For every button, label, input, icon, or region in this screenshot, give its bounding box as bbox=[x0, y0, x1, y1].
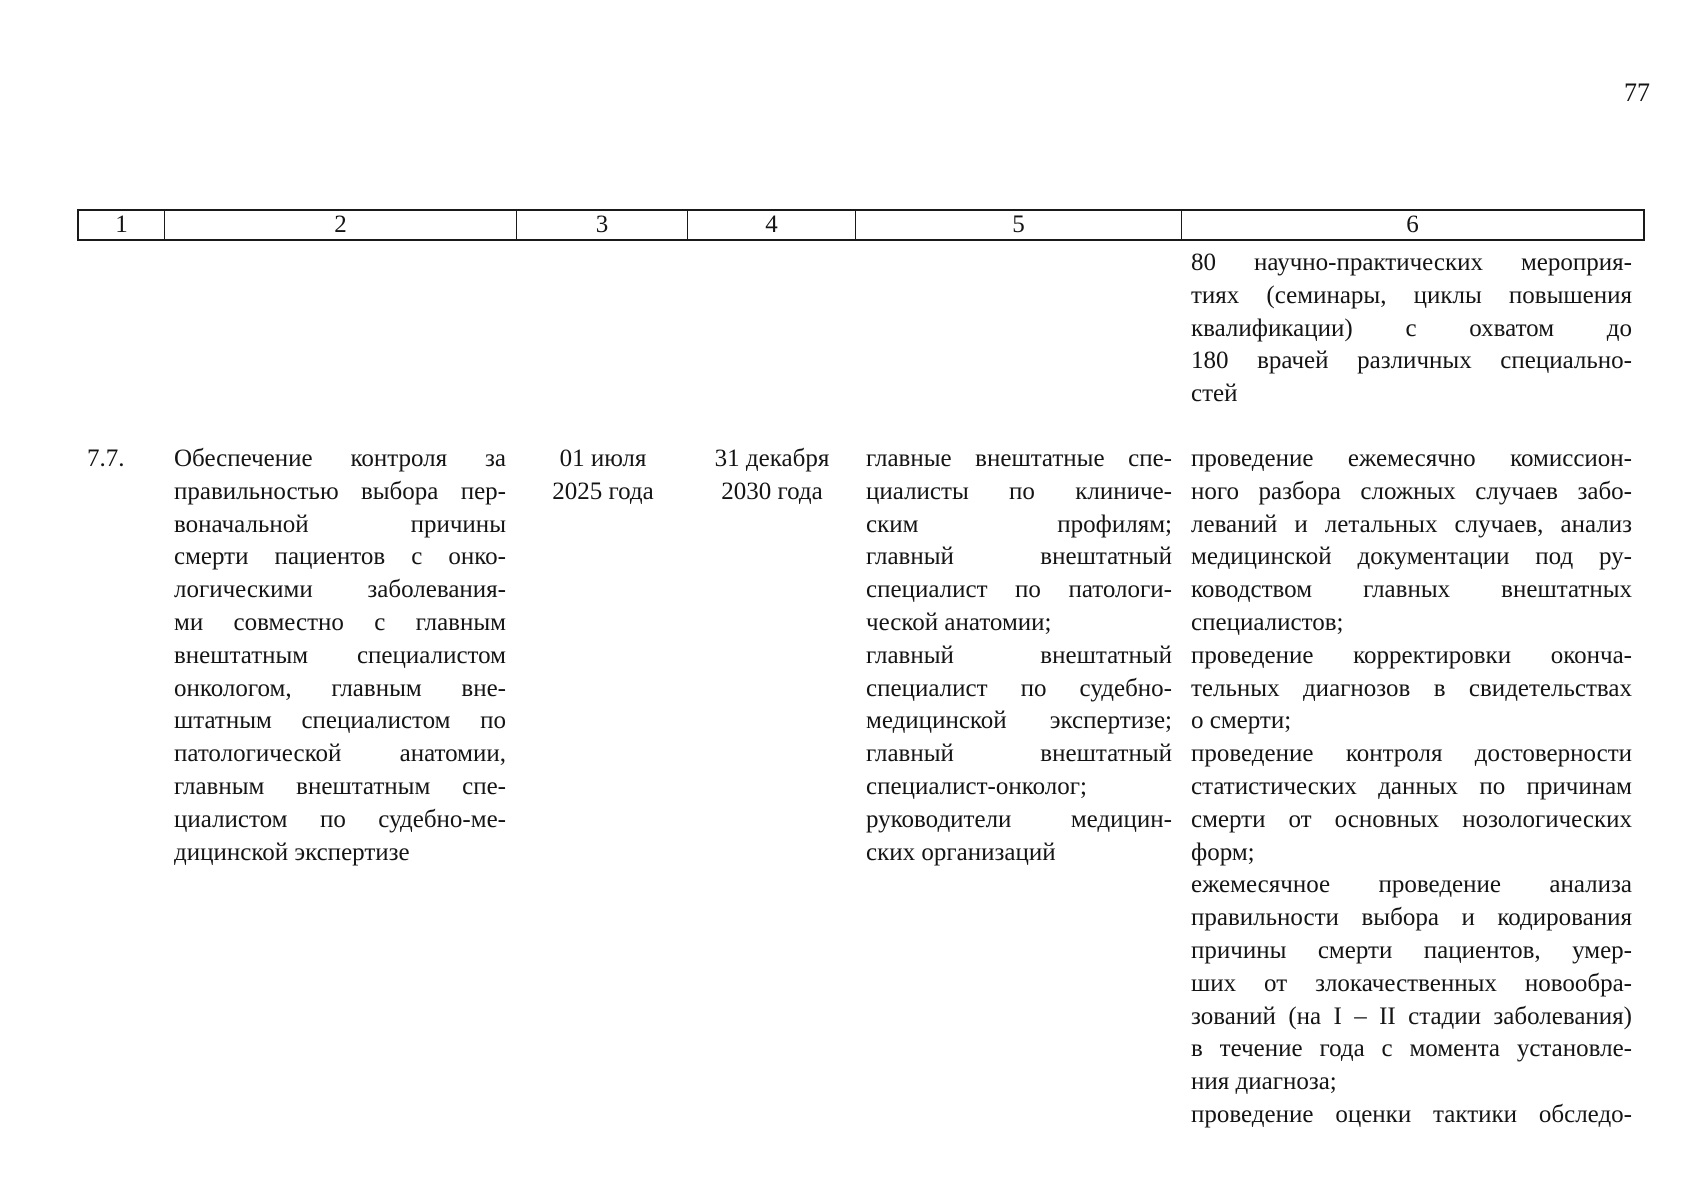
text-line: ских организаций bbox=[866, 838, 1056, 866]
text-line: о смерти; bbox=[1191, 707, 1292, 735]
text-line: главные внештатные спе- bbox=[866, 445, 1172, 472]
text-line: внештатным специалистом bbox=[174, 641, 506, 669]
text-line: ния диагноза; bbox=[1191, 1068, 1337, 1096]
text-line: квалификации) с охватом до bbox=[1191, 314, 1632, 342]
text-line: в течение года с момента установле- bbox=[1191, 1035, 1632, 1063]
text-line: проведение оценки тактики обследо- bbox=[1191, 1100, 1632, 1128]
text-line: тиях (семинары, циклы повышения bbox=[1191, 281, 1632, 309]
text-line: проведение корректировки оконча- bbox=[1191, 641, 1632, 669]
expected-results bbox=[1191, 443, 1632, 1132]
text-line: ми совместно с главным bbox=[174, 608, 506, 636]
text-line: форм; bbox=[1191, 838, 1255, 866]
start-date bbox=[538, 443, 668, 509]
text-line: главный внештатный bbox=[866, 641, 1172, 669]
text-line: проведение контроля достоверности bbox=[1191, 740, 1632, 768]
text-line: правильности выбора и кодирования bbox=[1191, 904, 1632, 932]
responsible-parties bbox=[866, 443, 1172, 869]
text-line: ного разбора сложных случаев забо- bbox=[1191, 477, 1632, 505]
text-line: 31 декабря bbox=[714, 445, 830, 472]
continuation-text bbox=[1191, 247, 1632, 411]
text-line: главным внештатным спе- bbox=[174, 772, 506, 800]
text-line: ским профилям; bbox=[866, 510, 1172, 538]
text-line: проведение ежемесячно комиссион- bbox=[1191, 445, 1632, 472]
text-line: патологической анатомии, bbox=[174, 740, 506, 768]
text-line: циалистом по судебно-ме- bbox=[174, 805, 506, 833]
text-line: зований (на I – II стадии заболевания) bbox=[1191, 1002, 1632, 1030]
text-line: смерти от основных нозологических bbox=[1191, 805, 1632, 833]
text-line: тельных диагнозов в свидетельствах bbox=[1191, 674, 1632, 702]
text-line: ческой анатомии; bbox=[866, 608, 1052, 636]
text-line: медицинской документации под ру- bbox=[1191, 543, 1632, 571]
header-col-1: 1 bbox=[79, 211, 165, 239]
text-line: 2025 года bbox=[552, 477, 654, 505]
text-line: дицинской экспертизе bbox=[174, 838, 410, 866]
text-line: логическими заболевания- bbox=[174, 576, 506, 604]
text-line: правильностью выбора пер- bbox=[174, 477, 506, 505]
row-description bbox=[174, 443, 506, 869]
text-line: медицинской экспертизе; bbox=[866, 707, 1172, 735]
page-number: 77 bbox=[1624, 78, 1650, 107]
text-line: 01 июля bbox=[559, 445, 647, 472]
text-line: главный внештатный bbox=[866, 543, 1172, 571]
text-line: стей bbox=[1191, 380, 1238, 408]
row-number: 7.7. bbox=[87, 445, 125, 472]
header-col-2: 2 bbox=[165, 211, 517, 239]
header-col-4: 4 bbox=[688, 211, 856, 239]
text-line: Обеспечение контроля за bbox=[174, 445, 506, 472]
text-line: ежемесячное проведение анализа bbox=[1191, 871, 1632, 899]
text-line: специалистов; bbox=[1191, 608, 1344, 636]
text-line: статистических данных по причинам bbox=[1191, 772, 1632, 800]
table-header-row bbox=[77, 209, 1645, 241]
text-line: штатным специалистом по bbox=[174, 707, 506, 735]
text-line: онкологом, главным вне- bbox=[174, 674, 506, 702]
text-line: ководством главных внештатных bbox=[1191, 576, 1632, 604]
text-line: 80 научно-практических мероприя- bbox=[1191, 249, 1632, 276]
text-line: 180 врачей различных специально- bbox=[1191, 347, 1632, 375]
text-line: причины смерти пациентов, умер- bbox=[1191, 936, 1632, 964]
text-line: 2030 года bbox=[721, 477, 823, 505]
header-col-5: 5 bbox=[856, 211, 1182, 239]
end-date bbox=[700, 443, 844, 509]
text-line: руководители медицин- bbox=[866, 805, 1172, 833]
text-line: главный внештатный bbox=[866, 740, 1172, 768]
text-line: специалист по судебно- bbox=[866, 674, 1172, 702]
text-line: специалист-онколог; bbox=[866, 772, 1087, 800]
text-line: леваний и летальных случаев, анализ bbox=[1191, 510, 1632, 538]
text-line: смерти пациентов с онко- bbox=[174, 543, 506, 571]
header-col-6: 6 bbox=[1406, 211, 1419, 238]
text-line: ших от злокачественных новообра- bbox=[1191, 969, 1632, 997]
header-col-3: 3 bbox=[517, 211, 688, 239]
text-line: циалисты по клиниче- bbox=[866, 477, 1172, 505]
text-line: воначальной причины bbox=[174, 510, 506, 538]
text-line: специалист по патологи- bbox=[866, 576, 1172, 604]
